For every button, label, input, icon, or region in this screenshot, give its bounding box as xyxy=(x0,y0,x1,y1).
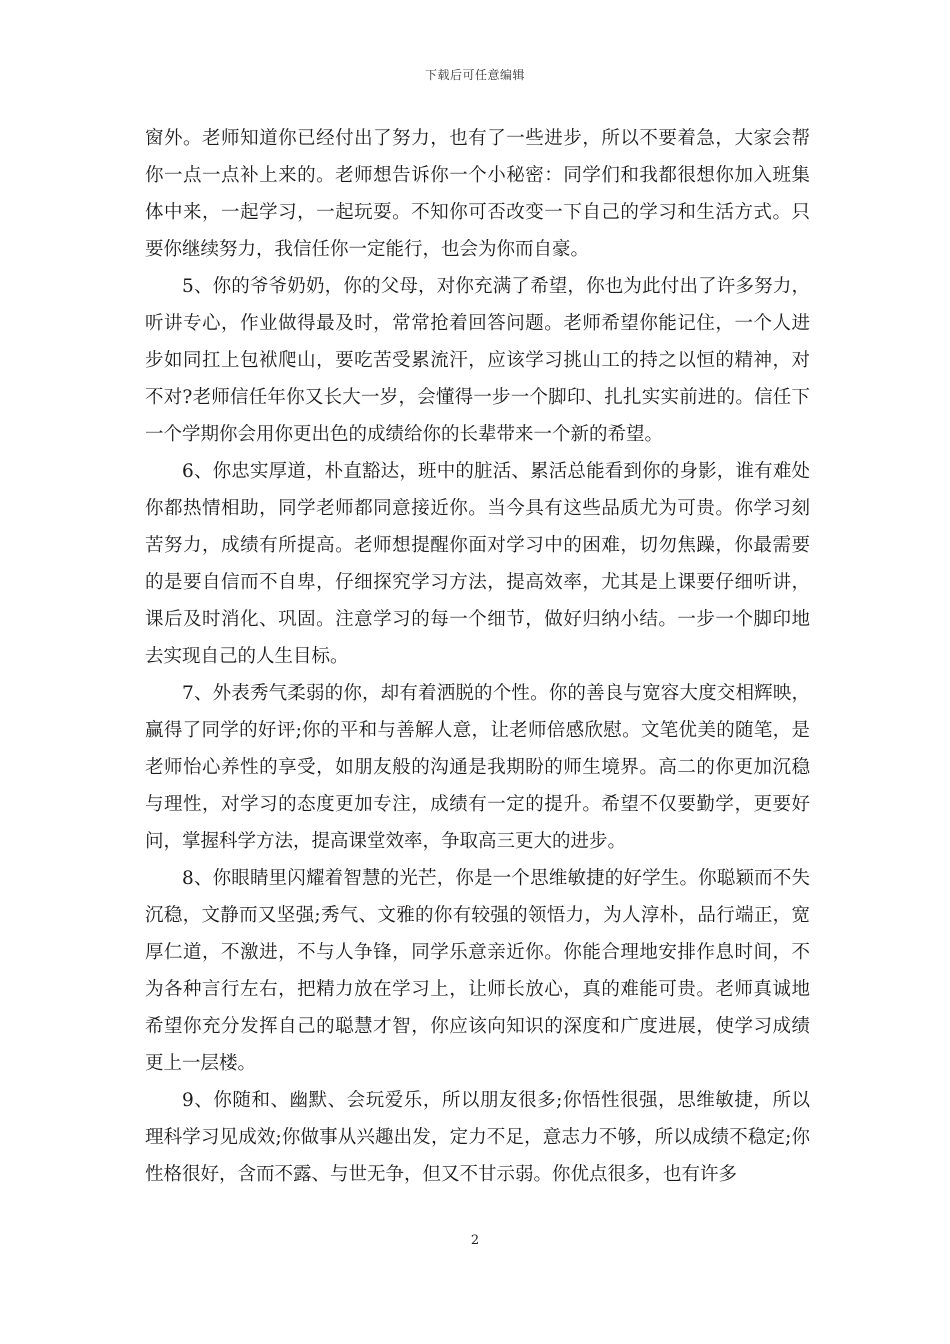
document-body xyxy=(145,120,810,1193)
page-header: 下载后可任意编辑 xyxy=(424,68,525,82)
paragraph-continuation: 窗外。老师知道你已经付出了努力，也有了一些进步，所以不要着急，大家会帮你一点一点补上来的。老师想告诉你一个小秘密：同学们和我都很想你加入班集体中来，一起学习，一起玩耍。不知你可否改变一下自己的学习和生活方式。只要你继续努力，我信任你一定能行，也会为你而自豪。 xyxy=(145,128,810,260)
paragraph-item-5: 5、你的爷爷奶奶，你的父母，对你充满了希望，你也为此付出了许多努力，听讲专心，作业做得最及时，常常抢着回答问题。老师希望你能记住，一个人进步如同扛上包袱爬山，要吃苦受累流汗，应该学习挑山工的持之以恒的精神，对不对?老师信任年你又长大一岁，会懂得一步一个脚印、扎扎实实前进的。信任下一个学期你会用你更出色的成绩给你的长辈带来一个新的希望。 xyxy=(145,276,810,445)
paragraph-item-9: 9、你随和、幽默、会玩爱乐，所以朋友很多;你悟性很强，思维敏捷，所以理科学习见成效;你做事从兴趣出发，定力不足，意志力不够，所以成绩不稳定;你性格很好，含而不露、与世无争，但又不甘示弱。你优点很多，也有许多 xyxy=(145,1090,810,1185)
paragraph-item-7: 7、外表秀气柔弱的你，却有着洒脱的个性。你的善良与宽容大度交相辉映，赢得了同学的好评;你的平和与善解人意，让老师倍感欣慰。文笔优美的随笔，是老师怡心养性的享受，如朋友般的沟通是我期盼的师生境界。高二的你更加沉稳与理性，对学习的态度更加专注，成绩有一定的提升。希望不仅要勤学，更要好问，掌握科学方法，提高课堂效率，争取高三更大的进步。 xyxy=(145,683,810,852)
paragraph-item-6: 6、你忠实厚道，朴直豁达，班中的脏活、累活总能看到你的身影，谁有难处你都热情相助，同学老师都同意接近你。当今具有这些品质尤为可贵。你学习刻苦努力，成绩有所提高。老师想提醒你面对学习中的困难，切勿焦躁，你最需要的是要自信而不自卑，仔细探究学习方法，提高效率，尤其是上课要仔细听讲，课后及时消化、巩固。注意学习的每一个细节，做好归纳小结。一步一个脚印地去实现自己的人生目标。 xyxy=(145,461,810,667)
paragraph-item-8: 8、你眼睛里闪耀着智慧的光芒，你是一个思维敏捷的好学生。你聪颖而不失沉稳，文静而又坚强;秀气、文雅的你有较强的领悟力，为人淳朴，品行端正，宽厚仁道，不激进，不与人争锋，同学乐意亲近你。你能合理地安排作息时间，不为各种言行左右，把精力放在学习上，让师长放心，真的难能可贵。老师真诚地希望你充分发挥自己的聪慧才智，你应该向知识的深度和广度进展，使学习成绩更上一层楼。 xyxy=(145,868,810,1074)
page-number: 2 xyxy=(470,1233,480,1248)
